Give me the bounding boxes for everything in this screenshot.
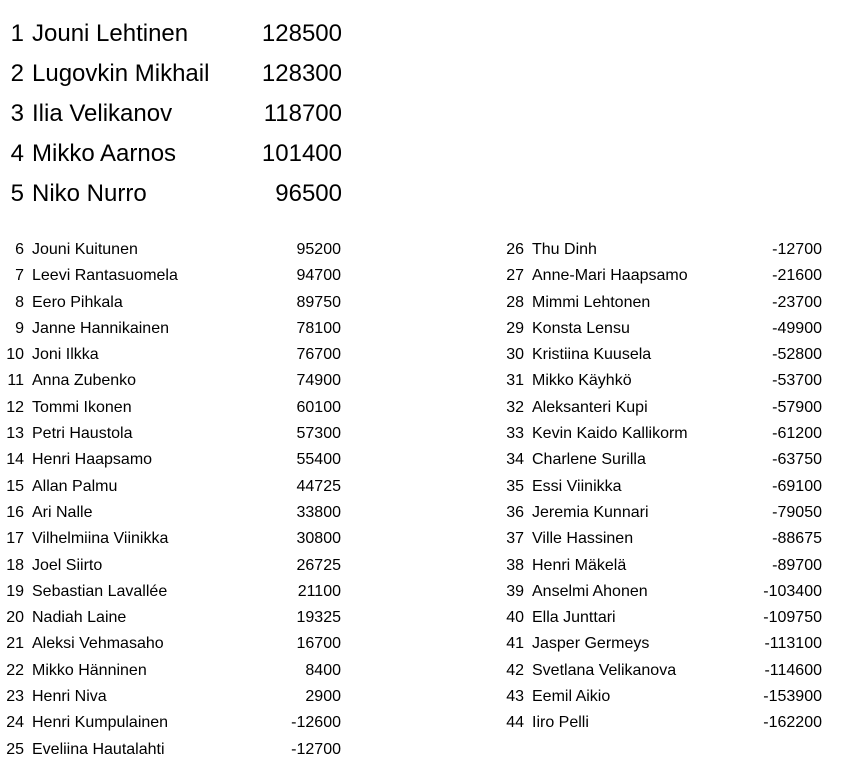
player-score: -61200 [772,425,822,443]
standing-row [480,447,822,473]
player-name: Janne Hannikainen [32,319,169,337]
player-name: Charlene Surilla [532,451,646,469]
player-name: Nadiah Laine [32,609,127,627]
standing-rank: 13 [6,425,24,443]
standing-row [0,658,341,684]
player-score: 78100 [296,319,341,337]
player-name: Mimmi Lehtonen [532,293,651,311]
standing-rank: 27 [506,267,524,285]
standing-row [480,395,822,421]
standing-rank: 19 [6,582,24,600]
standing-row [0,710,341,736]
standing-rank: 29 [506,319,524,337]
player-score: -89700 [772,556,822,574]
player-name: Eveliina Hautalahti [32,740,165,758]
standing-rank: 11 [7,372,24,390]
standings-column-left [0,237,341,763]
standing-rank: 22 [6,661,24,679]
standing-rank: 37 [506,530,524,548]
player-score: 94700 [296,267,341,285]
standing-rank: 12 [6,398,24,416]
standing-rank: 2 [10,60,24,87]
standing-row [0,605,341,631]
standing-row [480,500,822,526]
player-score: -53700 [772,372,822,390]
player-score: -103400 [763,582,822,600]
player-score: 128500 [261,20,342,47]
standing-row [480,553,822,579]
standing-rank: 14 [6,451,24,469]
player-name: Mikko Hänninen [32,661,147,679]
standing-row [480,342,822,368]
top-five-list [0,14,360,214]
standing-row [480,290,822,316]
player-name: Ville Hassinen [532,530,634,548]
player-name: Leevi Rantasuomela [32,267,178,285]
player-score: 96500 [275,180,342,207]
player-score: 30800 [296,530,341,548]
standings-column-right [480,237,822,737]
standing-rank: 38 [506,556,524,574]
standing-row [0,134,360,174]
standing-row [0,14,360,54]
standing-rank: 30 [506,346,524,364]
player-name: Anselmi Ahonen [532,582,648,600]
standing-rank: 3 [10,100,24,127]
standing-rank: 8 [15,293,24,311]
standing-rank: 35 [506,477,524,495]
standing-rank: 32 [506,398,524,416]
standing-rank: 40 [506,609,524,627]
standing-rank: 23 [6,688,24,706]
player-score: -12700 [772,241,822,258]
standing-row [0,316,341,342]
standing-rank: 5 [10,180,24,207]
player-name: Henri Kumpulainen [32,714,169,732]
player-score: -114600 [764,661,822,679]
player-score: -49900 [772,319,822,337]
player-score: 55400 [296,451,341,469]
player-name: Mikko Käyhkö [532,372,632,390]
player-score: 57300 [296,425,341,443]
player-score: 16700 [296,635,341,653]
player-score: 26725 [296,556,341,574]
player-score: 8400 [305,661,341,679]
standing-rank: 21 [6,635,24,653]
player-name: Jeremia Kunnari [532,503,649,521]
player-name: Iiro Pelli [532,714,589,732]
player-name: Sebastian Lavallée [32,582,168,600]
standing-rank: 24 [6,714,24,732]
standing-rank: 31 [506,372,524,390]
standing-rank: 16 [6,503,24,521]
standing-rank: 33 [506,425,524,443]
standing-rank: 17 [6,530,24,548]
player-name: Tommi Ikonen [32,398,132,416]
standing-rank: 42 [506,661,524,679]
player-score: 74900 [296,372,341,390]
standing-rank: 9 [15,319,24,337]
standing-rank: 18 [6,556,24,574]
player-score: -52800 [772,346,822,364]
standing-row [480,684,822,710]
player-name: Henri Niva [32,688,107,706]
standing-row [0,263,341,289]
player-score: -88675 [772,530,822,548]
player-score: 76700 [296,346,341,364]
standing-row [0,474,341,500]
standing-row [0,579,341,605]
player-name: Konsta Lensu [532,319,630,337]
player-score: 101400 [261,140,342,167]
player-name: Lugovkin Mikhail [32,60,210,87]
player-score: -21600 [772,267,822,285]
standing-rank: 26 [506,241,524,258]
player-name: Thu Dinh [532,241,597,258]
player-name: Aleksanteri Kupi [532,398,648,416]
player-score: -162200 [763,714,822,732]
standing-rank: 25 [6,740,24,758]
standing-rank: 28 [506,293,524,311]
player-score: 2900 [305,688,341,706]
player-name: Aleksi Vehmasaho [32,635,164,653]
standing-row [0,395,341,421]
player-score: 44725 [296,477,341,495]
player-score: -153900 [763,688,822,706]
player-score: -63750 [772,451,822,469]
player-score: 33800 [296,503,341,521]
player-score: -113100 [764,635,822,653]
standing-row [480,263,822,289]
standing-row [480,474,822,500]
standing-row [0,290,341,316]
player-score: -12600 [291,714,341,732]
standing-row [0,237,341,263]
standing-rank: 6 [15,241,24,258]
standing-row [0,553,341,579]
player-score: -23700 [772,293,822,311]
player-name: Anne-Mari Haapsamo [532,267,688,285]
standing-row [0,54,360,94]
player-name: Kristiina Kuusela [532,346,652,364]
standing-rank: 43 [506,688,524,706]
player-name: Eero Pihkala [32,293,123,311]
standing-rank: 15 [6,477,24,495]
player-score: -109750 [763,609,822,627]
standing-row [480,316,822,342]
standing-rank: 4 [10,140,24,167]
standing-rank: 7 [15,267,24,285]
standing-row [480,237,822,263]
player-score: -12700 [291,740,341,758]
standing-row [480,658,822,684]
standing-rank: 36 [506,503,524,521]
standing-row [480,368,822,394]
player-name: Joni Ilkka [32,346,99,364]
player-score: 21100 [297,582,341,600]
player-name: Kevin Kaido Kallikorm [532,425,688,443]
standing-row [0,500,341,526]
player-name: Jasper Germeys [532,635,650,653]
standing-row [480,579,822,605]
player-name: Henri Haapsamo [32,451,153,469]
standing-row [480,421,822,447]
player-score: 128300 [261,60,342,87]
standing-row [0,684,341,710]
standing-row [0,368,341,394]
standing-row [0,342,341,368]
player-name: Jouni Lehtinen [32,20,189,47]
player-name: Mikko Aarnos [32,140,177,167]
player-score: 95200 [296,241,341,258]
standing-row [0,526,341,552]
standing-rank: 44 [506,714,524,732]
player-name: Allan Palmu [32,477,118,495]
player-name: Anna Zubenko [32,372,137,390]
standing-row [0,94,360,134]
player-name: Petri Haustola [32,425,133,443]
player-name: Ilia Velikanov [32,100,173,127]
standing-row [480,526,822,552]
standing-row [0,631,341,657]
player-score: -57900 [772,398,822,416]
player-name: Essi Viinikka [532,477,622,495]
player-name: Vilhelmiina Viinikka [32,530,169,548]
standing-row [480,605,822,631]
player-name: Henri Mäkelä [532,556,627,574]
standing-rank: 41 [506,635,524,653]
standing-row [0,447,341,473]
standing-row [480,631,822,657]
player-name: Ari Nalle [32,503,93,521]
standing-rank: 39 [506,582,524,600]
standing-rank: 1 [10,20,24,47]
player-name: Ella Junttari [532,609,616,627]
player-score: 60100 [296,398,341,416]
standing-rank: 34 [506,451,524,469]
player-name: Eemil Aikio [532,688,611,706]
player-name: Joel Siirto [32,556,103,574]
standing-rank: 10 [6,346,24,364]
player-score: -69100 [772,477,822,495]
player-score: 118700 [263,100,342,127]
standing-row [480,710,822,736]
player-score: 19325 [296,609,341,627]
standing-row [0,421,341,447]
player-name: Niko Nurro [32,180,147,207]
player-name: Jouni Kuitunen [32,241,138,258]
standing-rank: 20 [6,609,24,627]
standing-row [0,737,341,763]
standing-row [0,174,360,214]
player-score: -79050 [772,503,822,521]
player-score: 89750 [296,293,341,311]
player-name: Svetlana Velikanova [532,661,677,679]
